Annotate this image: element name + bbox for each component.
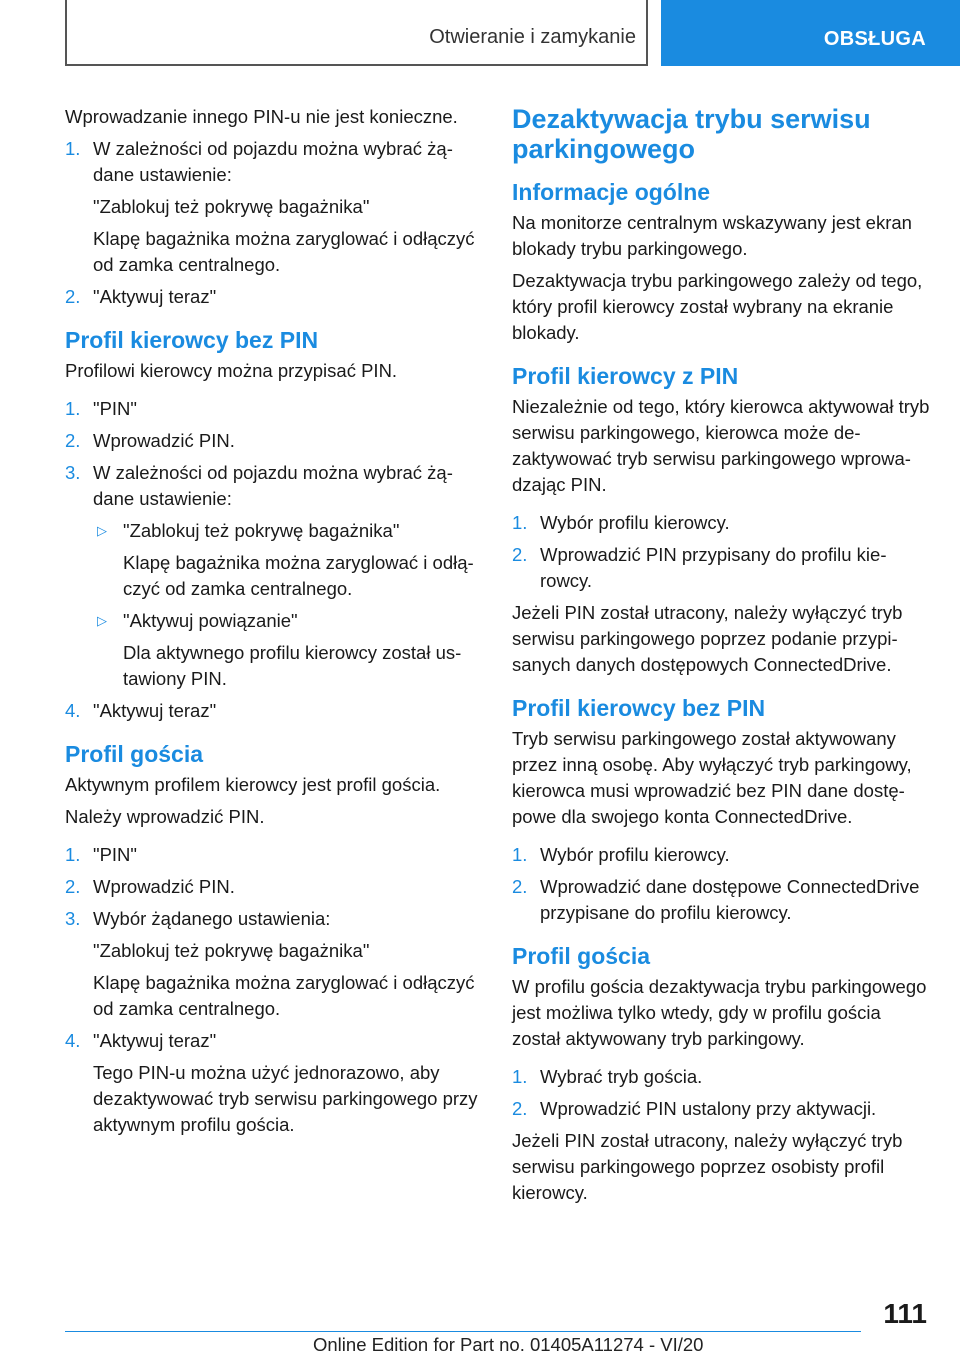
- list-number: 2.: [512, 544, 528, 565]
- bullet-detail: Klapę bagażnika można zaryglować i odłączyć od zamka centralnego.: [123, 552, 474, 599]
- list-subtext: Tego PIN-u można użyć jednorazowo, aby dezaktywować tryb serwisu parkingowego przy aktywnym profilu gościa.: [93, 1062, 478, 1135]
- paragraph: Aktywnym profilem kierowcy jest profil gościa.: [65, 774, 441, 795]
- bullet-detail: Dla aktywnego profilu kierowcy został ustawiony PIN.: [123, 642, 462, 689]
- list-item: [65, 906, 485, 1022]
- heading-deactivation: Dezaktywacja trybu serwisu parkingowego: [512, 104, 871, 164]
- list-text: Wprowadzić dane dostępowe ConnectedDrive przypisane do profilu kierowcy.: [540, 876, 920, 923]
- list-item: [65, 698, 485, 724]
- list-text: "PIN": [93, 398, 137, 419]
- list-text: "PIN": [93, 844, 137, 865]
- list-text: Wybór profilu kierowcy.: [540, 844, 730, 865]
- list-text: "Aktywuj teraz": [93, 700, 217, 721]
- list-item: [512, 874, 932, 926]
- bullet-item: [93, 608, 485, 692]
- heading-driver-profile-no-pin: Profil kierowcy bez PIN: [512, 695, 766, 721]
- list-number: 4.: [65, 700, 81, 721]
- list-item: [65, 460, 485, 692]
- paragraph: Profilowi kierowcy można przypisać PIN.: [65, 360, 398, 381]
- paragraph: Wprowadzanie innego PIN-u nie jest konieczne.: [65, 106, 458, 127]
- left-column: [65, 104, 485, 1144]
- list-item: [512, 1096, 932, 1122]
- heading-driver-profile-with-pin: Profil kierowcy z PIN: [512, 363, 739, 389]
- paragraph: Na monitorze centralnym wskazywany jest ekran blokady trybu parkingowego.: [512, 212, 912, 259]
- list-number: 1.: [512, 844, 528, 865]
- list-number: 1.: [65, 844, 81, 865]
- list-number: 3.: [65, 462, 81, 483]
- list-text: Wprowadzić PIN.: [93, 430, 235, 451]
- list-number: 1.: [65, 138, 81, 159]
- list-number: 4.: [65, 1030, 81, 1051]
- list-item: [65, 136, 485, 278]
- list-text: Wprowadzić PIN ustalony przy aktywacji.: [540, 1098, 877, 1119]
- list-number: 1.: [512, 1066, 528, 1087]
- list-text: W zależności od pojazdu można wybrać żądane ustawienie:: [93, 462, 453, 509]
- list-number: 3.: [65, 908, 81, 929]
- chapter-tab: OBSŁUGA: [661, 0, 960, 66]
- list-number: 2.: [512, 1098, 528, 1119]
- list-subtext: "Zablokuj też pokrywę bagażnika": [93, 940, 370, 961]
- list-item: [512, 1064, 932, 1090]
- heading-guest-profile: Profil gościa: [65, 741, 204, 767]
- list-item: [512, 842, 932, 868]
- list-subtext: "Zablokuj też pokrywę bagażnika": [93, 196, 370, 217]
- list-text: Wybór żądanego ustawienia:: [93, 908, 331, 929]
- paragraph: Niezależnie od tego, który kierowca aktywował tryb serwisu parkingowego, kierowca może dezaktywować tryb serwisu parkingowego wprowadzając PIN.: [512, 396, 930, 495]
- list-number: 2.: [65, 430, 81, 451]
- list-number: 2.: [65, 876, 81, 897]
- triangle-bullet-icon: ▷: [97, 523, 107, 538]
- paragraph: Dezaktywacja trybu parkingowego zależy od tego, który profil kierowcy został wybrany na ekranie blokady.: [512, 270, 923, 343]
- heading-driver-profile-no-pin: Profil kierowcy bez PIN: [65, 327, 319, 353]
- list-text: Wprowadzić PIN.: [93, 876, 235, 897]
- list-text: Wybrać tryb gościa.: [540, 1066, 703, 1087]
- paragraph: Jeżeli PIN został utracony, należy wyłączyć tryb serwisu parkingowego poprzez podanie przypisanych danych dostępowych ConnectedDrive.: [512, 602, 903, 675]
- section-title: Otwieranie i zamykanie: [429, 26, 636, 48]
- list-item: [65, 842, 485, 868]
- list-item: [65, 284, 485, 310]
- list-number: 1.: [512, 512, 528, 533]
- triangle-bullet-icon: ▷: [97, 613, 107, 628]
- page-header: [0, 0, 960, 66]
- footer-edition: Online Edition for Part no. 01405A11274 - VI/20: [313, 1334, 704, 1355]
- bullet-text: "Zablokuj też pokrywę bagażnika": [123, 520, 400, 541]
- bullet-text: "Aktywuj powiązanie": [123, 610, 298, 631]
- heading-general-info: Informacje ogólne: [512, 179, 711, 205]
- paragraph: Należy wprowadzić PIN.: [65, 806, 265, 827]
- list-item: [512, 542, 932, 594]
- list-item: [65, 1028, 485, 1138]
- list-item: [65, 396, 485, 422]
- list-number: 1.: [65, 398, 81, 419]
- list-item: [65, 874, 485, 900]
- list-text: Wybór profilu kierowcy.: [540, 512, 730, 533]
- page-number: 111: [883, 1298, 927, 1329]
- list-text: "Aktywuj teraz": [93, 1030, 217, 1051]
- paragraph: W profilu gościa dezaktywacja trybu parkingowego jest możliwa tylko wtedy, gdy w profilu gościa został aktywowany tryb parkingowy.: [512, 976, 927, 1049]
- list-number: 2.: [65, 286, 81, 307]
- list-text: "Aktywuj teraz": [93, 286, 217, 307]
- list-number: 2.: [512, 876, 528, 897]
- list-item: [512, 510, 932, 536]
- footer-divider: [65, 1331, 861, 1332]
- list-text: Wprowadzić PIN przypisany do profilu kierowcy.: [540, 544, 887, 591]
- list-subtext: Klapę bagażnika można zaryglować i odłączyć od zamka centralnego.: [93, 972, 475, 1019]
- list-subtext: Klapę bagażnika można zaryglować i odłączyć od zamka centralnego.: [93, 228, 475, 275]
- bullet-item: [93, 518, 485, 602]
- heading-guest-profile: Profil gościa: [512, 943, 651, 969]
- list-item: [65, 428, 485, 454]
- paragraph: Jeżeli PIN został utracony, należy wyłączyć tryb serwisu parkingowego poprzez osobisty profil kierowcy.: [512, 1130, 903, 1203]
- list-text: W zależności od pojazdu można wybrać żądane ustawienie:: [93, 138, 453, 185]
- paragraph: Tryb serwisu parkingowego został aktywowany przez inną osobę. Aby wyłączyć tryb parkingowy, kierowca musi wprowadzić bez PIN dane dostępowe dla swojego konta ConnectedDrive.: [512, 728, 912, 827]
- right-column: [512, 104, 932, 1212]
